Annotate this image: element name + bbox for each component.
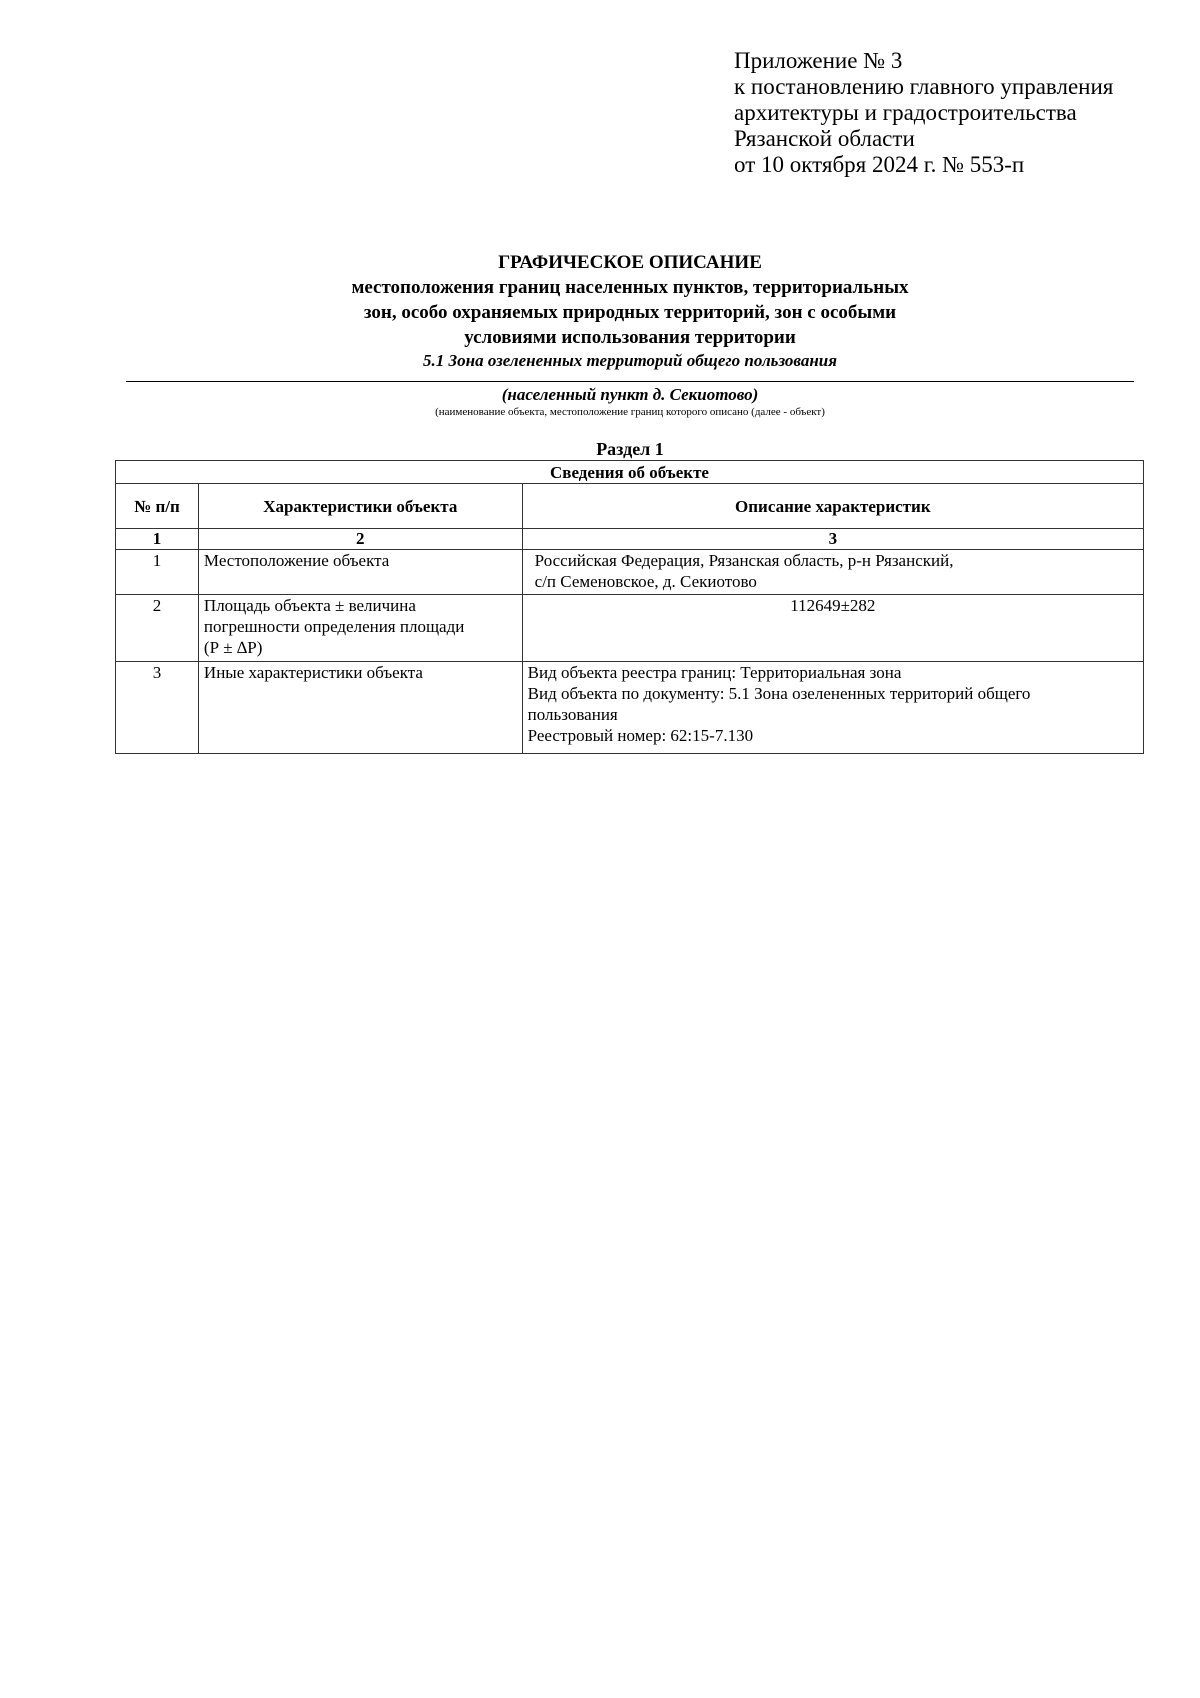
row-num: 2 xyxy=(116,595,199,662)
document-heading xyxy=(126,250,1134,372)
subtitle-line: зон, особо охраняемых природных территорий, зон с особыми xyxy=(363,302,897,323)
section-title: Раздел 1 xyxy=(596,439,664,459)
table-caption-row xyxy=(116,461,1144,484)
table-header-row xyxy=(116,484,1144,529)
appendix-line: Рязанской области xyxy=(734,126,915,151)
appendix-line: от 10 октября 2024 г. № 553-п xyxy=(734,152,1025,177)
divider-line xyxy=(126,381,1134,382)
column-number-row xyxy=(116,529,1144,550)
row-num: 1 xyxy=(116,550,199,595)
subtitle-line: условиями использования территории xyxy=(464,327,796,348)
characteristic-line: (Р ± ∆Р) xyxy=(203,638,263,657)
column-number: 2 xyxy=(198,529,522,550)
header-characteristic: Характеристики объекта xyxy=(198,484,522,529)
appendix-header xyxy=(734,48,1113,178)
locality-caption: (наименование объекта, местоположение границ которого описано (далее - объект) xyxy=(435,406,825,418)
row-description xyxy=(522,662,1143,754)
row-characteristic xyxy=(198,595,522,662)
characteristic-line: погрешности определения площади xyxy=(203,617,465,636)
object-info-table xyxy=(115,460,1144,754)
document-title: ГРАФИЧЕСКОЕ ОПИСАНИЕ xyxy=(498,252,762,273)
description-line: Вид объекта реестра границ: Территориальная зона xyxy=(527,663,902,682)
header-num: № п/п xyxy=(116,484,199,529)
description-line: Российская Федерация, Рязанская область, р-н Рязанский, xyxy=(534,551,954,570)
row-num: 3 xyxy=(116,662,199,754)
zone-name: 5.1 Зона озелененных территорий общего пользования xyxy=(423,351,837,370)
appendix-line: Приложение № 3 xyxy=(734,48,903,73)
column-number: 1 xyxy=(116,529,199,550)
table-row xyxy=(116,662,1144,754)
table-row xyxy=(116,550,1144,595)
description-line: пользования xyxy=(527,705,618,724)
row-description: 112649±282 xyxy=(522,595,1143,662)
subtitle-line: местоположения границ населенных пунктов, территориальных xyxy=(351,277,909,298)
description-line: с/п Семеновское, д. Секиотово xyxy=(534,572,757,591)
characteristic-line: Площадь объекта ± величина xyxy=(203,596,416,615)
row-characteristic: Иные характеристики объекта xyxy=(198,662,522,754)
appendix-line: архитектуры и градостроительства xyxy=(734,100,1077,125)
header-description: Описание характеристик xyxy=(522,484,1143,529)
description-line: Вид объекта по документу: 5.1 Зона озелененных территорий общего xyxy=(527,684,1031,703)
table-caption: Сведения об объекте xyxy=(116,461,1144,484)
description-line: Реестровый номер: 62:15-7.130 xyxy=(527,726,754,745)
locality-name: (населенный пункт д. Секиотово) xyxy=(501,385,759,404)
row-description xyxy=(522,550,1143,595)
appendix-line: к постановлению главного управления xyxy=(734,74,1114,99)
table-row xyxy=(116,595,1144,662)
row-characteristic: Местоположение объекта xyxy=(198,550,522,595)
column-number: 3 xyxy=(522,529,1143,550)
